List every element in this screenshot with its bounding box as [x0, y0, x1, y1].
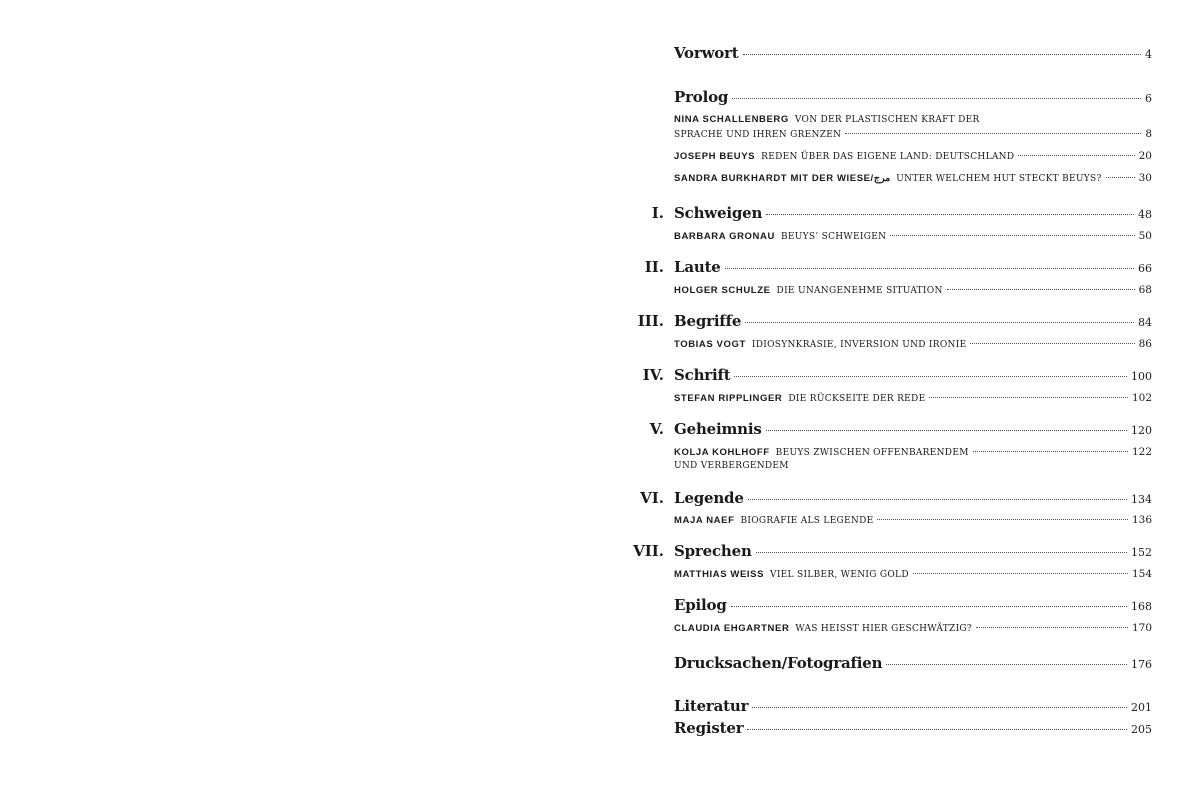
entry-author: MATTHIAS WEISS: [674, 569, 765, 580]
dot-leader: [845, 133, 1141, 134]
page-number: 168: [1131, 600, 1152, 613]
dot-leader: [745, 322, 1134, 323]
page-number: 48: [1138, 208, 1152, 221]
page-number: 170: [1131, 622, 1152, 634]
entry-author: STEFAN RIPPLINGER: [674, 393, 783, 404]
dot-leader: [747, 729, 1127, 730]
page-number: 6: [1145, 92, 1152, 105]
toc-prolog[interactable]: [674, 88, 1152, 106]
dot-leader: [734, 376, 1127, 377]
entry-author: KOLJA KOHLHOFF: [674, 447, 770, 458]
page-number: 66: [1138, 262, 1152, 275]
dot-leader: [766, 430, 1127, 431]
toc-section-schweigen[interactable]: [651, 204, 1152, 222]
page-number: 8: [1145, 128, 1152, 140]
entry-title-line1: VON DER PLASTISCHEN KRAFT DER: [794, 115, 980, 125]
dot-leader: [886, 664, 1127, 665]
entry-author: HOLGER SCHULZE: [674, 285, 771, 296]
page-number: 30: [1138, 172, 1152, 184]
entry-title: BIOGRAFIE ALS LEGENDE: [740, 516, 874, 526]
dot-leader: [1106, 177, 1135, 178]
page-number: 154: [1131, 568, 1152, 580]
entry-author: SANDRA BURKHARDT MIT DER WIESE/مرج: [674, 173, 891, 184]
entry-title: DIE UNANGENEHME SITUATION: [776, 286, 943, 296]
page-number: 122: [1131, 446, 1152, 458]
entry-title: UNTER WELCHEM HUT STECKT BEUYS?: [896, 174, 1102, 184]
section-number: V.: [649, 420, 664, 438]
entry-title: IDIOSYNKRASIE, INVERSION UND IRONIE: [751, 340, 967, 350]
entry-title: WAS HEISST HIER GESCHWÄTZIG?: [795, 624, 973, 634]
toc-section-geheimnis[interactable]: [649, 420, 1152, 438]
entry-author: BARBARA GRONAU: [674, 231, 775, 242]
toc-entry-schulze[interactable]: [674, 284, 1152, 296]
toc-title: Sprechen: [674, 542, 752, 560]
section-number: VI.: [640, 489, 664, 507]
entry-title-line2: UND VERBERGENDEM: [674, 461, 789, 471]
section-number: IV.: [642, 366, 664, 384]
toc-section-laute[interactable]: [644, 258, 1152, 276]
toc-title: Literatur: [674, 697, 749, 715]
toc-title: Drucksachen/Fotografien: [674, 654, 883, 672]
section-number: I.: [651, 204, 664, 222]
toc-title: Schrift: [674, 366, 731, 384]
toc-entry-gronau[interactable]: [674, 230, 1152, 242]
toc-title: Prolog: [674, 88, 729, 106]
toc-entry-schallenberg[interactable]: [674, 114, 1152, 125]
toc-entry-vogt[interactable]: [674, 338, 1152, 350]
page-number: 136: [1131, 514, 1152, 526]
entry-author: TOBIAS VOGT: [674, 339, 746, 350]
toc-entry-naef[interactable]: [674, 514, 1152, 526]
entry-title: VIEL SILBER, WENIG GOLD: [770, 570, 909, 580]
dot-leader: [743, 54, 1141, 55]
toc-entry-beuys[interactable]: [674, 150, 1152, 162]
toc-entry-ripplinger[interactable]: [674, 392, 1152, 404]
toc-entry-schallenberg-line2[interactable]: [674, 128, 1152, 140]
entry-author: MAJA NAEF: [674, 515, 735, 526]
section-number: VII.: [633, 542, 664, 560]
dot-leader: [756, 552, 1127, 553]
toc-title: Begriffe: [674, 312, 742, 330]
dot-leader: [877, 519, 1127, 520]
toc-drucksachen[interactable]: [674, 654, 1152, 672]
page-number: 176: [1131, 658, 1152, 671]
toc-entry-burkhardt[interactable]: [674, 172, 1152, 184]
toc-section-sprechen[interactable]: [633, 542, 1152, 560]
toc-title: Vorwort: [674, 44, 739, 62]
toc-literatur[interactable]: [674, 697, 1152, 715]
toc-title: Schweigen: [674, 204, 763, 222]
page-number: 68: [1138, 284, 1152, 296]
page-number: 152: [1131, 546, 1152, 559]
toc-section-begriffe[interactable]: [637, 312, 1152, 330]
page-number: 4: [1145, 48, 1152, 61]
entry-title: REDEN ÜBER DAS EIGENE LAND: DEUTSCHLAND: [761, 152, 1015, 162]
section-number: II.: [644, 258, 664, 276]
toc-title: Epilog: [674, 596, 727, 614]
entry-title: DIE RÜCKSEITE DER REDE: [788, 394, 926, 404]
dot-leader: [748, 499, 1127, 500]
dot-leader: [976, 627, 1128, 628]
dot-leader: [732, 98, 1141, 99]
toc-section-legende[interactable]: [640, 489, 1152, 507]
toc-title: Legende: [674, 489, 744, 507]
entry-title-line2: SPRACHE UND IHREN GRENZEN: [674, 130, 842, 140]
page-number: 50: [1138, 230, 1152, 242]
toc-title: Register: [674, 719, 744, 737]
section-number: III.: [637, 312, 664, 330]
page-number: 102: [1131, 392, 1152, 404]
toc-entry-kohlhoff[interactable]: [674, 446, 1152, 458]
page-number: 201: [1131, 701, 1152, 714]
dot-leader: [731, 606, 1127, 607]
dot-leader: [1018, 155, 1134, 156]
page-number: 20: [1138, 150, 1152, 162]
dot-leader: [929, 397, 1128, 398]
page-number: 134: [1131, 493, 1152, 506]
toc-entry-ehgartner[interactable]: [674, 622, 1152, 634]
toc-entry-weiss[interactable]: [674, 568, 1152, 580]
entry-title: BEUYS’ SCHWEIGEN: [780, 232, 887, 242]
toc-title: Laute: [674, 258, 721, 276]
entry-author: JOSEPH BEUYS: [674, 151, 756, 162]
dot-leader: [752, 707, 1127, 708]
toc-section-schrift[interactable]: [642, 366, 1152, 384]
entry-title-line1: BEUYS ZWISCHEN OFFENBARENDEM: [775, 448, 969, 458]
toc-vorwort[interactable]: [674, 44, 1152, 62]
dot-leader: [766, 214, 1134, 215]
page-number: 86: [1138, 338, 1152, 350]
dot-leader: [913, 573, 1128, 574]
toc-epilog[interactable]: [674, 596, 1152, 614]
page-number: 205: [1131, 723, 1152, 736]
page-number: 84: [1138, 316, 1152, 329]
dot-leader: [947, 289, 1135, 290]
entry-author: NINA SCHALLENBERG: [674, 114, 789, 125]
entry-author: CLAUDIA EHGARTNER: [674, 623, 790, 634]
toc-register[interactable]: [674, 719, 1152, 737]
page-number: 120: [1131, 424, 1152, 437]
dot-leader: [725, 268, 1134, 269]
dot-leader: [890, 235, 1134, 236]
page-number: 100: [1131, 370, 1152, 383]
toc-title: Geheimnis: [674, 420, 762, 438]
dot-leader: [970, 343, 1134, 344]
dot-leader: [973, 451, 1128, 452]
